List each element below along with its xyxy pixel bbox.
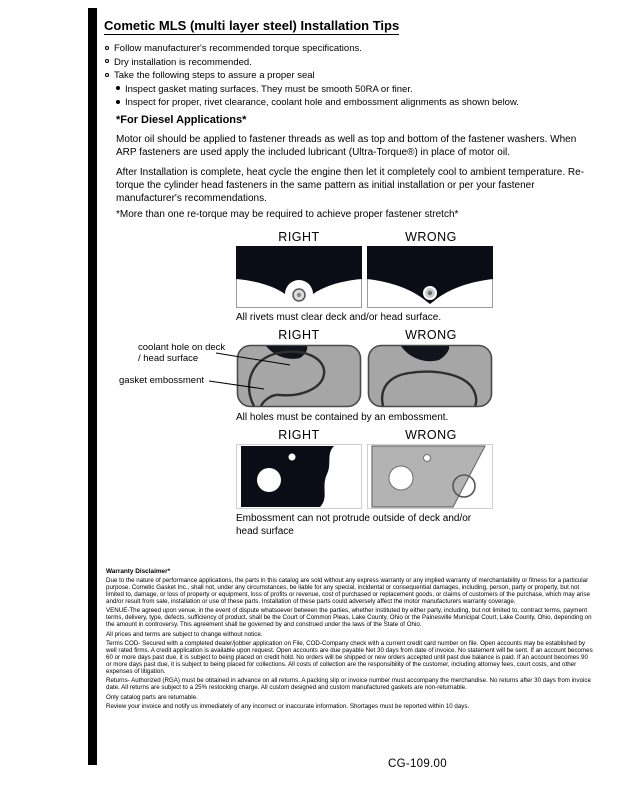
page-title: Cometic MLS (multi layer steel) Installation Tips	[104, 18, 400, 33]
diagram-panels	[236, 444, 494, 509]
wrong-label: WRONG	[405, 428, 457, 442]
right-label: RIGHT	[278, 230, 320, 244]
diesel-paragraph-2: After Installation is complete, heat cycle the engine then let it completely cool to ambient temperature. Re-torque the cylinder head fasteners in the same pattern as initial installation or per your fastener manufacturer's recommendations.	[116, 167, 585, 205]
right-label: RIGHT	[278, 428, 320, 442]
tip-text: Take the following steps to assure a proper seal	[114, 70, 315, 81]
installation-tips-list	[105, 43, 585, 111]
hole-embossment-wrong-diagram	[367, 344, 493, 408]
diagram-labels	[236, 230, 494, 244]
diagram-panels	[236, 344, 494, 408]
diagram-labels	[236, 428, 494, 442]
open-bullet-icon	[105, 46, 109, 50]
page-edge-bar	[88, 8, 97, 765]
diagram-row-protrusion	[236, 428, 494, 538]
wrong-label: WRONG	[405, 328, 457, 342]
diagram-caption: Embossment can not protrude outside of deck and/or head surface	[236, 513, 472, 537]
legal-paragraph: Review your invoice and notify us immediately of any incorrect or inaccurate information. Shortages must be reported within 10 days.	[106, 703, 470, 711]
diesel-paragraph-1: Motor oil should be applied to fastener threads as well as top and bottom of the fastener washers. When ARP fasteners are used apply the included lubricant (Ultra-Torque®) in place of motor oil.	[116, 134, 577, 159]
right-label: RIGHT	[278, 328, 320, 342]
hole-embossment-right-diagram	[236, 344, 362, 408]
diagram-labels	[236, 328, 494, 342]
diagram-panels	[236, 246, 494, 308]
protrusion-wrong-diagram	[367, 444, 493, 509]
diagram-row-rivets	[236, 230, 494, 325]
tip-subitem	[116, 84, 585, 95]
legal-paragraph: Only catalog parts are returnable.	[106, 693, 198, 701]
page-code: CG-109.00	[388, 758, 447, 770]
diesel-applications-heading: *For Diesel Applications*	[116, 114, 247, 126]
filled-bullet-icon	[116, 86, 120, 90]
warranty-disclaimer-heading: Warranty Disclaimer*	[106, 568, 171, 575]
legal-paragraph: Returns- Authorized (RGA) must be obtained in advance on all returns. A packing slip or invoice number must accompany the merchandise. No returns after 30 days from invoice date. All returns are subject to a 25% restocking charge. All custom designed and custom manufactured gaskets are non-returnable.	[106, 677, 591, 692]
filled-bullet-icon	[116, 100, 120, 104]
wrong-label: WRONG	[405, 230, 457, 244]
protrusion-right-diagram	[236, 444, 362, 509]
tip-text: Dry installation is recommended.	[114, 56, 252, 68]
tip-text: Inspect for proper, rivet clearance, coolant hole and embossment alignments as shown below.	[125, 97, 519, 108]
diagram-caption: All holes must be contained by an embossment.	[236, 412, 449, 423]
legal-paragraph: All prices and terms are subject to change without notice.	[106, 630, 263, 638]
tip-text: Inspect gasket mating surfaces. They must be smooth 50RA or finer.	[125, 83, 413, 95]
retorque-note: *More than one re-torque may be required to achieve proper fastener stretch*	[116, 209, 459, 220]
open-bullet-icon	[105, 73, 109, 77]
gasket-embossment-callout: gasket embossment	[119, 375, 205, 386]
open-bullet-icon	[105, 59, 109, 63]
rivet-clearance-right-diagram	[236, 246, 362, 308]
legal-paragraph: Terms COD- Secured with a completed dealer/jobber application on File, COD-Company check with a current credit card number on file. Open accounts may be established by well rated firms. A credit application is available upon request. Open accounts are due payable Net 30 days from date of invoice. No statement will be sent. If an account becomes 60 or more days past due, it is subject to being placed on credit hold. No orders will be shipped or new orders accepted until past due balance is paid. If an account becomes 90 or more days past due, it is subject to being placed for collections. All costs of collection are the responsibility of the customer, including attorney fees, court costs, and other expenses of litigation.	[106, 640, 593, 675]
warranty-disclaimer-section	[106, 568, 595, 714]
tip-item	[105, 43, 585, 54]
diagram-row-holes	[236, 328, 494, 425]
legal-paragraph: Due to the nature of performance applications, the parts in this catalog are sold without any express warranty or any implied warranty of merchantability or fitness for a particular purpose. Cometic Gasket Inc., shall not, under any circumstances, be liable for any special, incidental or consequential damages, including, person, party or property, but not limited to, damage, or loss of property or equipment, loss of profits or revenue, cost of purchased or replacement goods, or claims of customers of the purchase, which may arise and/or result from sale, installation or use of these parts. Installation of these parts could adversely affect the motor manufacturers warranty coverage.	[106, 577, 590, 605]
diagram-caption: All rivets must clear deck and/or head surface.	[236, 312, 442, 323]
coolant-hole-callout: coolant hole on deck / head surface	[138, 342, 226, 365]
tip-subitem	[116, 97, 585, 108]
legal-paragraph: VENUE-The agreed upon venue, in the event of dispute whatsoever between the parties, whether instituted by either party, including, but not limited to, contract terms, payment terms, delivery, type, defects, sufficiency of product, shall be the Court of Common Pleas, Lake County, Ohio or the Painesville Municipal Court, Lake County, Ohio, depending on the amount in controversy. This agreement shall be governed by and construed under the laws of the State of Ohio.	[106, 607, 592, 629]
tip-text: Follow manufacturer's recommended torque specifications.	[114, 43, 362, 54]
tip-item	[105, 70, 585, 81]
tip-item	[105, 57, 585, 68]
rivet-clearance-wrong-diagram	[367, 246, 493, 308]
